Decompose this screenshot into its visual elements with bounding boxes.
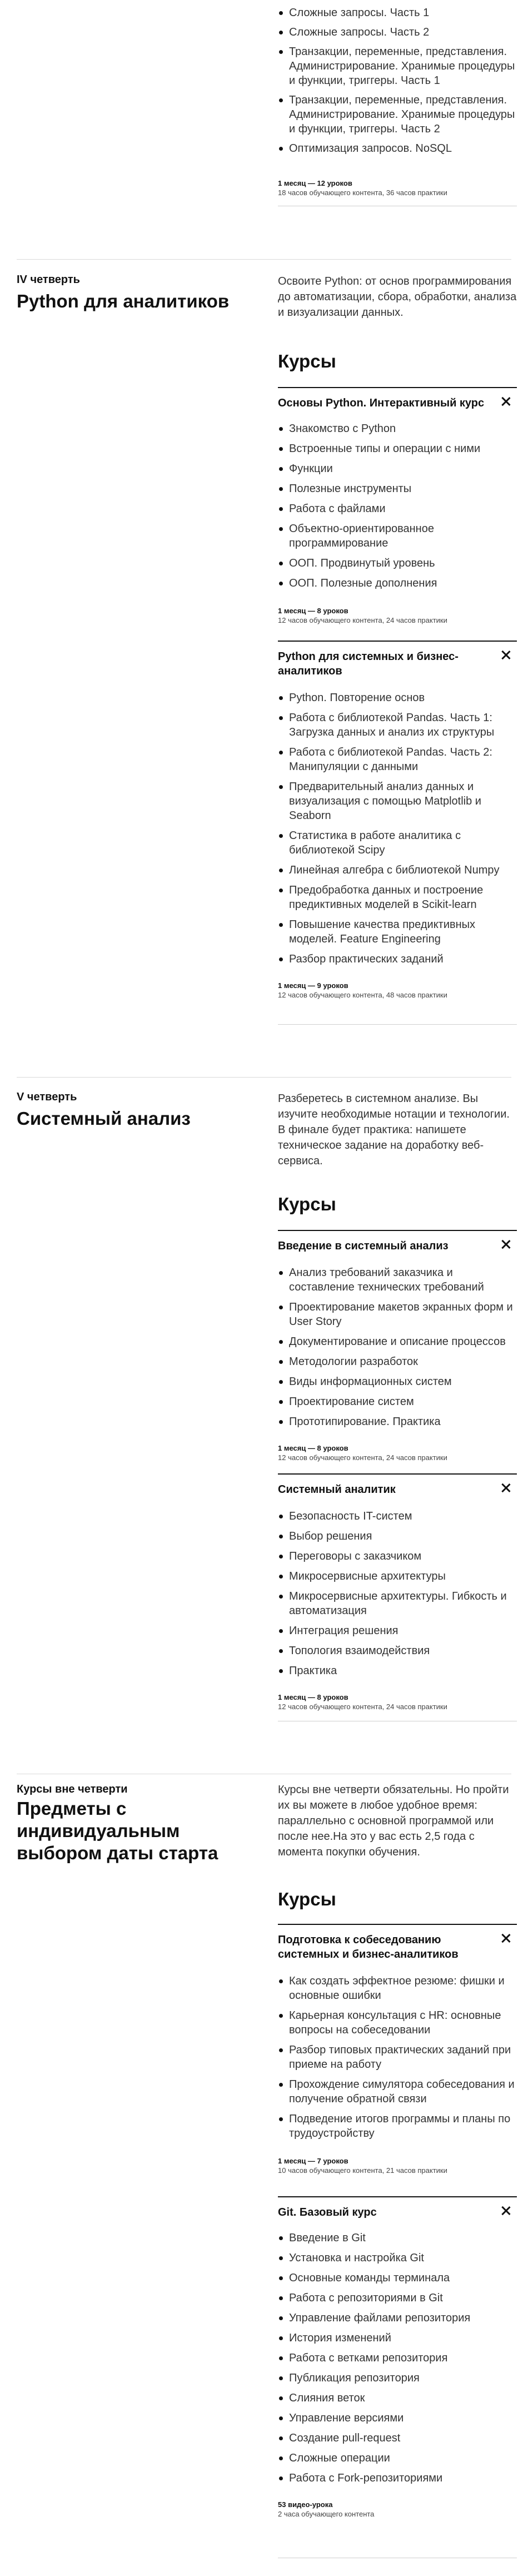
topic-item: Прохождение симулятора собеседования и получение обратной связи bbox=[278, 2077, 517, 2106]
topic-item: Безопасность IT-систем bbox=[278, 1509, 517, 1523]
topic-item: Предварительный анализ данных и визуализация с помощью Matplotlib и Seaborn bbox=[278, 780, 517, 823]
course-topics bbox=[278, 1509, 517, 1678]
course-hours: 12 часов обучающего контента, 48 часов практики bbox=[278, 991, 447, 999]
topic-item: Работа с ветками репозитория bbox=[278, 2351, 517, 2365]
topic-item: Создание pull-request bbox=[278, 2431, 517, 2445]
topic-item: Полезные инструменты bbox=[278, 482, 517, 496]
course-duration: 53 видео-урока bbox=[278, 2500, 333, 2509]
topic-item: Введение в Git bbox=[278, 2231, 517, 2245]
section-title: Предметы с индивидуальным выбором даты старта bbox=[17, 1798, 218, 1863]
topic-item: Карьерная консультация с HR: основные вопросы на собеседовании bbox=[278, 2008, 517, 2037]
topic-item: Интеграция решения bbox=[278, 1624, 517, 1638]
course-card[interactable] bbox=[278, 641, 517, 1000]
close-icon[interactable] bbox=[499, 1238, 512, 1251]
section-title: Системный анализ bbox=[17, 1108, 191, 1129]
section-intro: Освоите Python: от основ программирования до автоматизации, сбора, обработки, анализа и визуализации данных. bbox=[278, 275, 517, 319]
quarter-label: Курсы вне четверти bbox=[17, 1783, 128, 1795]
topic-item: Методологии разработок bbox=[278, 1354, 517, 1369]
course-topics bbox=[278, 691, 517, 966]
topic-item: Предобработка данных и построение предиктивных моделей в Scikit-learn bbox=[278, 883, 517, 912]
course-hours: 10 часов обучающего контента, 21 часов практики bbox=[278, 2166, 447, 2175]
topic-item: Управление файлами репозитория bbox=[278, 2311, 517, 2325]
topic-item: Прототипирование. Практика bbox=[278, 1414, 517, 1429]
topic-item: Топология взаимодействия bbox=[278, 1644, 517, 1658]
topic-item: Сложные запросы. Часть 2 bbox=[278, 25, 517, 39]
topic-item: Переговоры с заказчиком bbox=[278, 1549, 517, 1564]
courses-heading: Курсы bbox=[278, 1194, 336, 1214]
topic-item: История изменений bbox=[278, 2331, 517, 2345]
close-icon[interactable] bbox=[499, 2204, 512, 2217]
topic-item: Проектирование систем bbox=[278, 1394, 517, 1409]
section-intro: Разберетесь в системном анализе. Вы изучите необходимые нотации и технологии. В финале будет практика: напишете техническое задание на доработку веб-сервиса. bbox=[278, 1093, 510, 1167]
course-hours: 12 часов обучающего контента, 24 часов практики bbox=[278, 616, 447, 624]
topic-item: Разбор практических заданий bbox=[278, 952, 517, 966]
close-icon[interactable] bbox=[499, 395, 512, 408]
course-hours: 18 часов обучающего контента, 36 часов практики bbox=[278, 188, 447, 197]
close-icon[interactable] bbox=[499, 1481, 512, 1495]
course-topics bbox=[278, 6, 517, 156]
course-card[interactable] bbox=[278, 387, 517, 625]
course-card[interactable] bbox=[278, 2196, 517, 2519]
topic-item: Встроенные типы и операции с ними bbox=[278, 441, 517, 456]
topic-item: Объектно-ориентированное программирование bbox=[278, 522, 517, 550]
course-hours: 12 часов обучающего контента, 24 часов практики bbox=[278, 1703, 447, 1711]
topic-item: Как создать эффектное резюме: фишки и основные ошибки bbox=[278, 1974, 517, 2003]
topic-item: Знакомство с Python bbox=[278, 421, 517, 436]
section-divider bbox=[17, 1077, 511, 1078]
topic-item: Анализ требований заказчика и составление технических требований bbox=[278, 1265, 517, 1294]
course-title[interactable]: Введение в системный анализ bbox=[278, 1240, 449, 1252]
topic-item: Микросервисные архитектуры. Гибкость и автоматизация bbox=[278, 1589, 517, 1618]
course-title[interactable]: Python для системных и бизнес-аналитиков bbox=[278, 651, 459, 677]
course-duration: 1 месяц — 8 уроков bbox=[278, 1693, 348, 1701]
course-topics bbox=[278, 421, 517, 590]
section-title: Python для аналитиков bbox=[17, 291, 230, 311]
course-title[interactable]: Подготовка к собеседованию системных и бизнес-аналитиков bbox=[278, 1934, 459, 1960]
topic-item: Работа с репозиториями в Git bbox=[278, 2291, 517, 2305]
course-topics bbox=[278, 1265, 517, 1429]
topic-item: Сложные операции bbox=[278, 2451, 517, 2465]
course-hours: 2 часа обучающего контента bbox=[278, 2510, 375, 2518]
topic-item: Публикация репозитория bbox=[278, 2371, 517, 2385]
course-duration: 1 месяц — 8 уроков bbox=[278, 1444, 348, 1452]
course-title[interactable]: Git. Базовый курс bbox=[278, 2206, 377, 2218]
close-icon[interactable] bbox=[499, 1932, 512, 1945]
topic-item: Подведение итогов программы и планы по трудоустройству bbox=[278, 2112, 517, 2141]
close-icon[interactable] bbox=[499, 648, 512, 662]
topic-item: Работа с библиотекой Pandas. Часть 1: Загрузка данных и анализ их структуры bbox=[278, 711, 517, 739]
course-duration: 1 месяц — 7 уроков bbox=[278, 2157, 348, 2165]
course-title[interactable]: Основы Python. Интерактивный курс bbox=[278, 397, 485, 409]
course-hours: 12 часов обучающего контента, 24 часов практики bbox=[278, 1453, 447, 1462]
topic-item: Установка и настройка Git bbox=[278, 2251, 517, 2265]
course-card[interactable] bbox=[278, 1924, 517, 2175]
topic-item: Слияния веток bbox=[278, 2391, 517, 2405]
topic-item: Основные команды терминала bbox=[278, 2271, 517, 2285]
topic-item: Работа с Fork-репозиториями bbox=[278, 2471, 517, 2485]
courses-heading: Курсы bbox=[278, 351, 336, 371]
course-duration: 1 месяц — 8 уроков bbox=[278, 607, 348, 615]
course-bottom-line bbox=[278, 1024, 517, 1025]
topic-item: Python. Повторение основ bbox=[278, 691, 517, 705]
topic-item: Статистика в работе аналитика с библиотекой Scipy bbox=[278, 828, 517, 857]
topic-item: Управление версиями bbox=[278, 2411, 517, 2425]
section-divider bbox=[17, 259, 511, 260]
course-topics bbox=[278, 2231, 517, 2485]
section-intro: Курсы вне четверти обязательны. Но пройти их вы можете в любое удобное время: параллельно с основной программой или после нее.На это у вас есть 2,5 года с момента покупки обучения. bbox=[278, 1784, 509, 1858]
topic-item: Выбор решения bbox=[278, 1529, 517, 1543]
course-card[interactable] bbox=[278, 1473, 517, 1711]
course-duration: 1 месяц — 9 уроков bbox=[278, 981, 348, 990]
topic-item: Микросервисные архитектуры bbox=[278, 1569, 517, 1584]
quarter-label: IV четверть bbox=[17, 274, 80, 286]
topic-item: Повышение качества предиктивных моделей. Feature Engineering bbox=[278, 917, 517, 946]
quarter-label: V четверть bbox=[17, 1091, 77, 1103]
course-duration: 1 месяц — 12 уроков bbox=[278, 179, 352, 187]
topic-item: Работа с библиотекой Pandas. Часть 2: Манипуляции с данными bbox=[278, 745, 517, 774]
topic-item: Проектирование макетов экранных форм и User Story bbox=[278, 1300, 517, 1329]
topic-item: Сложные запросы. Часть 1 bbox=[278, 6, 517, 20]
topic-item: Функции bbox=[278, 461, 517, 476]
course-title[interactable]: Системный аналитик bbox=[278, 1483, 396, 1496]
course-topics bbox=[278, 1974, 517, 2141]
topic-item: Практика bbox=[278, 1664, 517, 1678]
topic-item: Документирование и описание процессов bbox=[278, 1334, 517, 1349]
topic-item: Оптимизация запросов. NoSQL bbox=[278, 141, 517, 156]
course-card[interactable] bbox=[278, 1230, 517, 1462]
topic-item: ООП. Полезные дополнения bbox=[278, 576, 517, 590]
topic-item: Работа с файлами bbox=[278, 502, 517, 516]
topic-item: Виды информационных систем bbox=[278, 1374, 517, 1389]
topic-item: Разбор типовых практических заданий при приеме на работу bbox=[278, 2043, 517, 2072]
topic-item: Транзакции, переменные, представления. Администрирование. Хранимые процедуры и функции, триггеры. Часть 2 bbox=[278, 93, 517, 136]
topic-item: ООП. Продвинутый уровень bbox=[278, 556, 517, 570]
topic-item: Транзакции, переменные, представления. Администрирование. Хранимые процедуры и функции, триггеры. Часть 1 bbox=[278, 44, 517, 88]
courses-heading: Курсы bbox=[278, 1889, 336, 1909]
topic-item: Линейная алгебра с библиотекой Numpy bbox=[278, 863, 517, 877]
